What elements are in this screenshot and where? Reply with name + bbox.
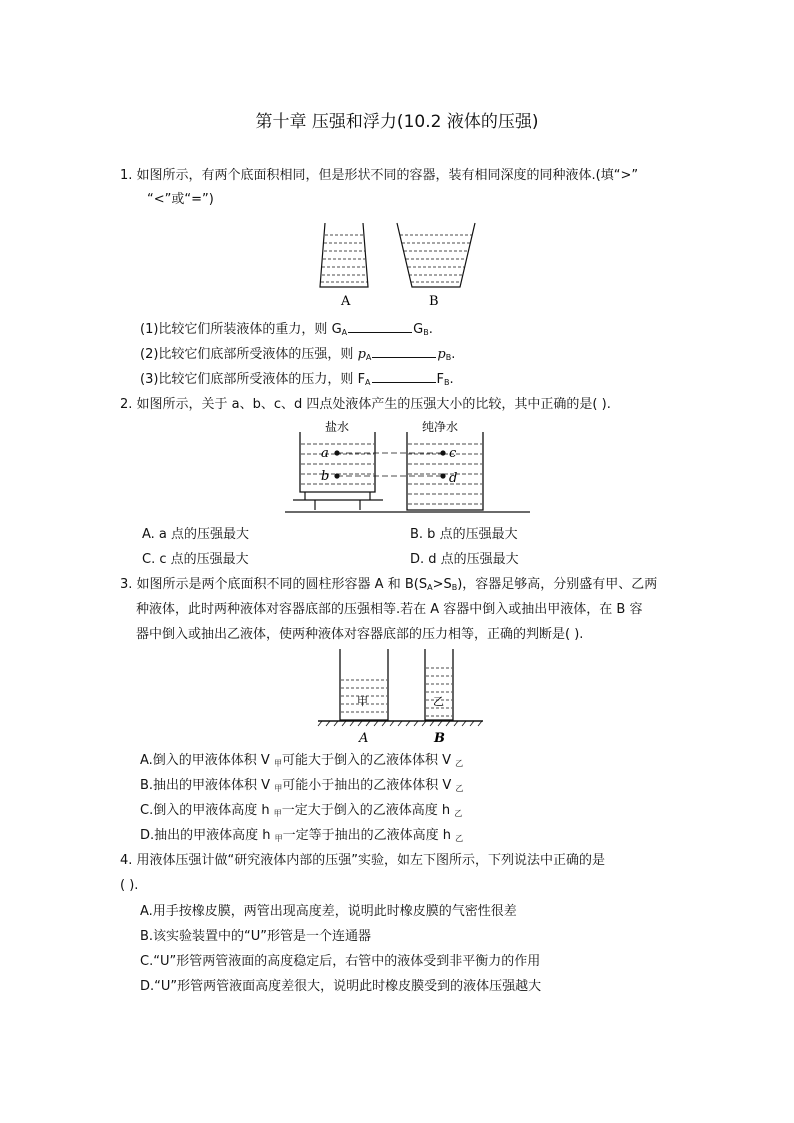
q4-option-d[interactable]: D.“U”形管两管液面高度差很大，说明此时橡皮膜受到的液体压强越大 bbox=[140, 979, 542, 994]
q2-option-c[interactable]: C. c 点的压强最大 bbox=[142, 552, 249, 567]
q3-option-b[interactable]: B.抽出的甲液体体积 V $_甲$可能小于抽出的乙液体体积 V $_乙$ bbox=[140, 778, 464, 793]
q3-label-b: B bbox=[434, 731, 445, 746]
point-d: d bbox=[449, 471, 458, 486]
q3-option-d[interactable]: D.抽出的甲液体高度 h $_甲$一定等于抽出的乙液体高度 h $_乙$ bbox=[140, 828, 464, 843]
q4-option-a[interactable]: A.用手按橡皮膜，两管出现高度差，说明此时橡皮膜的气密性很差 bbox=[140, 904, 517, 919]
q3-line3: 器中倒入或抽出乙液体，使两种液体对容器底部的压力相等，正确的判断是( ). bbox=[136, 627, 584, 642]
q3-line1: 3. 如图所示是两个底面积不同的圆柱形容器 A 和 $B(S_A>S_B)$，容器足够高，分别盛有甲、乙两 bbox=[120, 577, 658, 592]
q3-option-a[interactable]: A.倒入的甲液体体积 V $_甲$可能大于倒入的乙液体体积 V $_乙$ bbox=[140, 753, 464, 768]
label-pure-water: 纯净水 bbox=[422, 420, 459, 434]
q1-stem-line2: “<”或“=”) bbox=[147, 192, 214, 207]
point-c: c bbox=[449, 446, 457, 461]
q4-line2: ( ). bbox=[120, 878, 139, 893]
q2-figure bbox=[285, 420, 535, 515]
q3-liquid-jia: 甲 bbox=[357, 695, 368, 708]
q4-line1: 4. 用液体压强计做“研究液体内部的压强”实验，如左下图所示，下列说法中正确的是 bbox=[120, 853, 606, 868]
q1-blank3[interactable] bbox=[372, 371, 436, 383]
q1-label-b: B bbox=[429, 294, 439, 309]
q1-blank1[interactable] bbox=[348, 321, 412, 333]
point-b: b bbox=[321, 469, 330, 484]
q1-sub2: (2)比较它们底部所受液体的压强，则 $p_A$ $p_B$. bbox=[140, 347, 456, 362]
q3-liquid-yi: 乙 bbox=[433, 695, 444, 708]
q2-option-d[interactable]: D. d 点的压强最大 bbox=[410, 552, 519, 567]
q3-figure bbox=[318, 646, 488, 746]
container-b bbox=[397, 223, 475, 287]
container-a bbox=[320, 223, 368, 287]
q1-blank2[interactable] bbox=[372, 346, 436, 358]
q4-option-c[interactable]: C.“U”形管两管液面的高度稳定后，右管中的液体受到非平衡力的作用 bbox=[140, 954, 541, 969]
q2-option-b[interactable]: B. b 点的压强最大 bbox=[410, 527, 518, 542]
q1-stem-line1: 1. 如图所示，有两个底面积相同，但是形状不同的容器，装有相同深度的同种液体.(填“>” bbox=[120, 168, 639, 183]
q3-label-a: A bbox=[359, 731, 369, 746]
q2-stem: 2. 如图所示，关于 a、b、c、d 四点处液体产生的压强大小的比较，其中正确的是( ). bbox=[120, 397, 611, 412]
q1-sub1: (1)比较它们所装液体的重力，则 $G_A$ $G_B$. bbox=[140, 322, 433, 337]
q1-sub3: (3)比较它们底部所受液体的压力，则 $F_A$ $F_B$. bbox=[140, 372, 454, 387]
point-a: a bbox=[321, 446, 329, 461]
q4-option-b[interactable]: B.该实验装置中的“U”形管是一个连通器 bbox=[140, 929, 372, 944]
q1-label-a: A bbox=[341, 294, 351, 309]
page-title: 第十章 压强和浮力(10.2 液体的压强) bbox=[255, 112, 539, 132]
q3-line2: 种液体，此时两种液体对容器底部的压强相等.若在 A 容器中倒入或抽出甲液体，在 B 容 bbox=[136, 602, 643, 617]
q1-figure bbox=[300, 215, 500, 310]
q2-option-a[interactable]: A. a 点的压强最大 bbox=[142, 527, 250, 542]
label-salt-water: 盐水 bbox=[325, 420, 350, 434]
q3-option-c[interactable]: C.倒入的甲液体高度 h $_甲$一定大于倒入的乙液体高度 h $_乙$ bbox=[140, 803, 463, 818]
